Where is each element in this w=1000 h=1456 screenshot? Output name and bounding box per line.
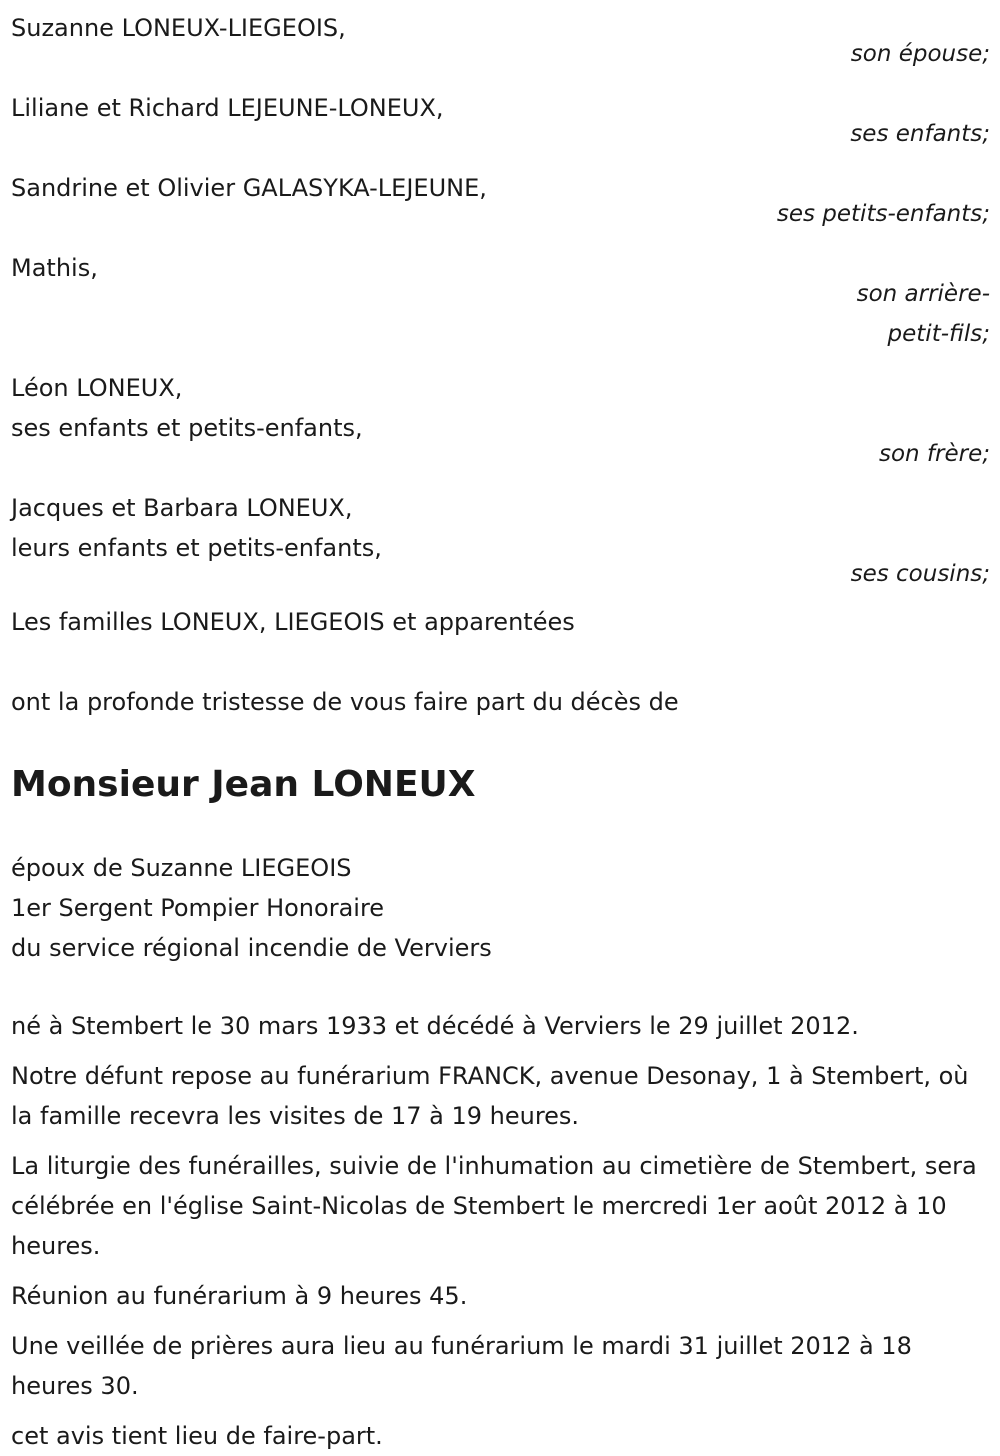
bio-line: époux de Suzanne LIEGEOIS	[11, 854, 352, 882]
family-member-name: Sandrine et Olivier GALASYKA-LEJEUNE,	[11, 174, 487, 202]
deceased-name: Monsieur Jean LONEUX	[11, 764, 476, 805]
family-entry	[11, 168, 990, 234]
funeral-details	[11, 1006, 990, 1456]
family-member-name: Suzanne LONEUX-LIEGEOIS,	[11, 14, 346, 42]
deceased-bio	[11, 848, 990, 968]
family-relation: ses cousins;	[850, 561, 990, 587]
detail-paragraph: Réunion au funérarium à 9 heures 45.	[11, 1282, 468, 1310]
detail-paragraph: né à Stembert le 30 mars 1933 et décédé à Verviers le 29 juillet 2012.	[11, 1012, 859, 1040]
family-list	[11, 8, 990, 642]
family-relation: son arrière- petit-fils;	[856, 281, 990, 347]
family-member-name: Jacques et Barbara LONEUX,	[11, 494, 353, 522]
families-line: Les familles LONEUX, LIEGEOIS et apparentées	[11, 608, 575, 636]
detail-paragraph: La liturgie des funérailles, suivie de l'inhumation au cimetière de Stembert, sera célébrée en l'église Saint-Nicolas de Stembert le mercredi 1er août 2012 à 10 heures.	[11, 1152, 977, 1260]
detail-paragraph: cet avis tient lieu de faire-part.	[11, 1422, 383, 1450]
family-entry	[11, 8, 990, 74]
obituary-page	[0, 8, 1000, 1450]
family-entry	[11, 88, 990, 154]
detail-paragraph: Une veillée de prières aura lieu au funérarium le mardi 31 juillet 2012 à 18 heures 30.	[11, 1332, 912, 1400]
detail-paragraph: Notre défunt repose au funérarium FRANCK, avenue Desonay, 1 à Stembert, où la famille recevra les visites de 17 à 19 heures.	[11, 1062, 969, 1130]
family-member-sub: leurs enfants et petits-enfants,	[11, 534, 382, 562]
announcement: ont la profonde tristesse de vous faire part du décès de	[11, 688, 679, 716]
family-member-sub: ses enfants et petits-enfants,	[11, 414, 363, 442]
family-entry	[11, 368, 990, 474]
family-member-name: Léon LONEUX,	[11, 374, 183, 402]
family-relation: ses enfants;	[850, 121, 990, 147]
family-relation: son frère;	[878, 441, 990, 467]
family-relation: son épouse;	[850, 41, 990, 67]
bio-line: 1er Sergent Pompier Honoraire	[11, 894, 385, 922]
family-entry	[11, 488, 990, 594]
family-relation: ses petits-enfants;	[776, 201, 990, 227]
family-member-name: Mathis,	[11, 254, 98, 282]
bio-line: du service régional incendie de Verviers	[11, 934, 492, 962]
family-entry	[11, 248, 990, 354]
family-member-name: Liliane et Richard LEJEUNE-LONEUX,	[11, 94, 444, 122]
